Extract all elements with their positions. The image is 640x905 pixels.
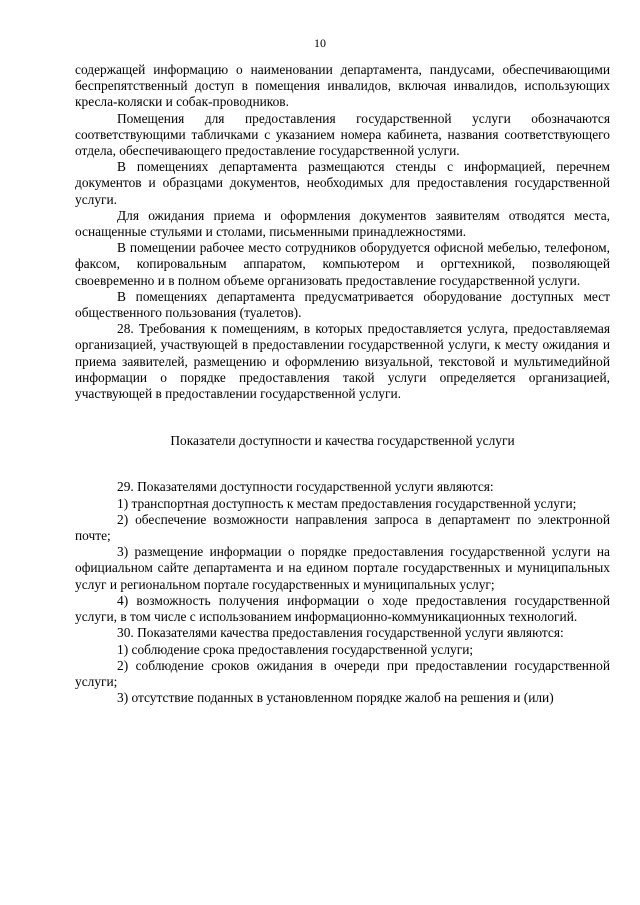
paragraph: В помещениях департамента предусматривается оборудование доступных мест общественного пользования (туалетов). (75, 288, 610, 321)
list-item: 1) соблюдение срока предоставления государственной услуги; (117, 641, 474, 657)
page-number: 10 (314, 36, 326, 50)
paragraph-item-30: 30. Показателями качества предоставления государственной услуги являются: (117, 625, 564, 641)
list-item: 2) соблюдение сроков ожидания в очереди при предоставлении государственной услуги; (75, 657, 610, 689)
list-item: 4) возможность получения информации о ходе предоставления государственной услуги, в том числе с использованием информационно-коммуникационных технологий. (75, 592, 610, 625)
list-item: 3) размещение информации о порядке предоставления государственной услуги на официальном сайте департамента и на едином портале государственных и муниципальных услуг и региональном портале государственных и муниципальных услуг; (75, 544, 610, 592)
list-item: 3) отсутствие поданных в установленном порядке жалоб на решения и (или) (117, 690, 554, 706)
list-item: 1) транспортная доступность к местам предоставления государственной услуги; (117, 495, 577, 511)
document-body (75, 62, 610, 706)
paragraph-item-29: 29. Показателями доступности государственной услуги являются: (117, 479, 494, 495)
paragraph: Помещения для предоставления государственной услуги обозначаются соответствующими табличками с указанием номера кабинета, названия соответствующего отдела, обеспечивающего предоставление государственной услуги. (75, 110, 610, 159)
paragraph-continuation: содержащей информацию о наименовании департамента, пандусами, обеспечивающими беспрепятственный доступ в помещения инвалидов, включая инвалидов, использующих кресла-коляски и собак-проводников. (75, 62, 610, 110)
section-heading: Показатели доступности и качества государственной услуги (170, 433, 515, 449)
list-item: 2) обеспечение возможности направления запроса в департамент по электронной почте; (75, 511, 610, 544)
paragraph: В помещениях департамента размещаются стенды с информацией, перечнем документов и образцами документов, необходимых для предоставления государственной услуги. (75, 159, 610, 207)
paragraph-item-28: 28. Требования к помещениям, в которых предоставляется услуга, предоставляемая организацией, участвующей в предоставлении государственной услуги, к месту ожидания и приема заявителей, размещению и оформлению визуальной, текстовой и мультимедийной информации о порядке предоставления такой услуги определяется организацией, участвующей в предоставлении государственной услуги. (75, 321, 610, 402)
paragraph: Для ожидания приема и оформления документов заявителям отводятся места, оснащенные стульями и столами, письменными принадлежностями. (75, 207, 610, 240)
paragraph: В помещении рабочее место сотрудников оборудуется офисной мебелью, телефоном, факсом, копировальным аппаратом, компьютером и оргтехникой, позволяющей своевременно и в полном объеме организовать предоставление государственной услуги. (75, 240, 610, 288)
